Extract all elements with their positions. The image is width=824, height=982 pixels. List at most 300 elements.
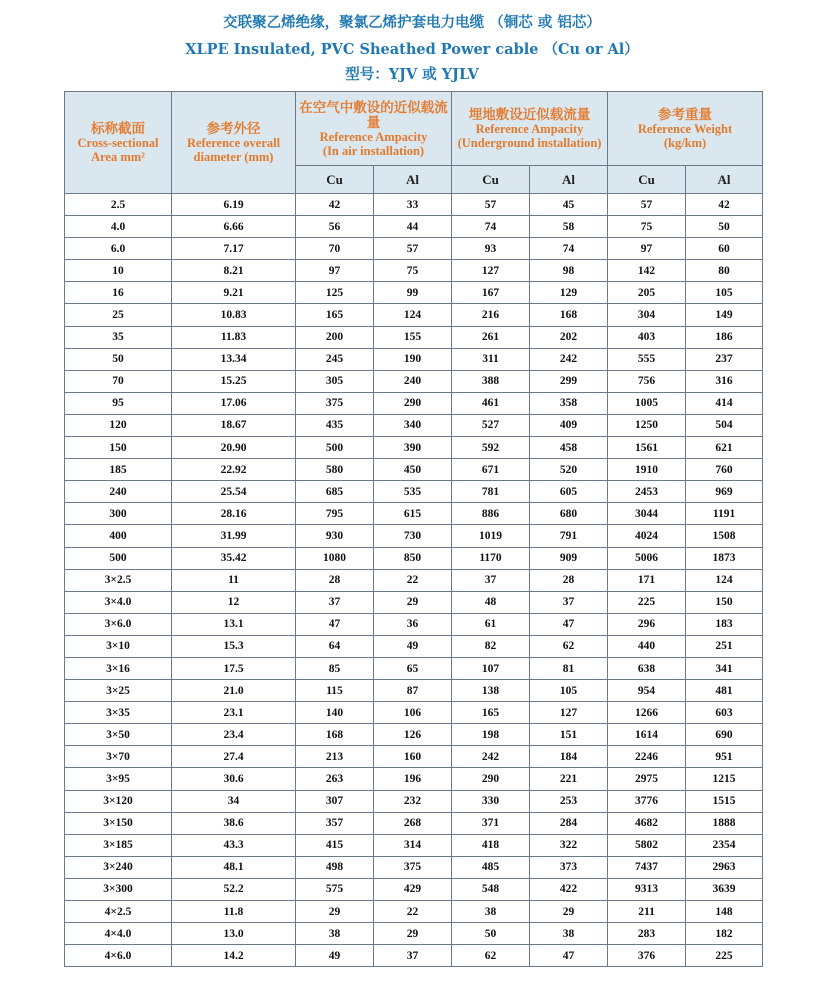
cell-diameter: 11 <box>172 569 296 591</box>
cell-diameter: 15.25 <box>172 370 296 392</box>
cell-diameter: 27.4 <box>172 746 296 768</box>
table-row <box>65 392 763 414</box>
cell-air-al: 730 <box>374 525 452 547</box>
cell-air-cu: 140 <box>296 702 374 724</box>
cell-area: 3×4.0 <box>65 591 172 613</box>
cell-diameter: 34 <box>172 790 296 812</box>
cell-air-al: 36 <box>374 613 452 635</box>
cell-area: 10 <box>65 260 172 282</box>
cell-weight-al: 148 <box>686 901 763 923</box>
cell-air-al: 65 <box>374 657 452 679</box>
cell-weight-al: 149 <box>686 304 763 326</box>
cell-diameter: 13.1 <box>172 613 296 635</box>
table-row <box>65 856 763 878</box>
cell-weight-al: 1191 <box>686 503 763 525</box>
table-row <box>65 437 763 459</box>
cell-air-al: 22 <box>374 901 452 923</box>
cell-weight-al: 124 <box>686 569 763 591</box>
cell-weight-al: 42 <box>686 194 763 216</box>
cell-ground-cu: 38 <box>452 901 530 923</box>
cell-area: 16 <box>65 282 172 304</box>
cell-weight-cu: 3044 <box>608 503 686 525</box>
cell-air-cu: 580 <box>296 459 374 481</box>
cell-diameter: 30.6 <box>172 768 296 790</box>
cell-air-cu: 29 <box>296 901 374 923</box>
cell-ground-cu: 1019 <box>452 525 530 547</box>
cell-diameter: 8.21 <box>172 260 296 282</box>
cell-weight-cu: 7437 <box>608 856 686 878</box>
cell-weight-cu: 9313 <box>608 878 686 900</box>
cell-diameter: 14.2 <box>172 945 296 967</box>
cell-air-al: 268 <box>374 812 452 834</box>
cell-ground-al: 81 <box>530 657 608 679</box>
cell-ground-al: 253 <box>530 790 608 812</box>
cell-ground-cu: 371 <box>452 812 530 834</box>
cell-area: 500 <box>65 547 172 569</box>
table-row <box>65 216 763 238</box>
cell-weight-al: 225 <box>686 945 763 967</box>
table-row <box>65 414 763 436</box>
cell-air-cu: 200 <box>296 326 374 348</box>
cell-weight-al: 341 <box>686 657 763 679</box>
cell-ground-al: 98 <box>530 260 608 282</box>
cell-air-al: 375 <box>374 856 452 878</box>
cell-diameter: 22.92 <box>172 459 296 481</box>
cell-area: 150 <box>65 437 172 459</box>
cell-air-al: 33 <box>374 194 452 216</box>
col-header-weight: 参考重量 Reference Weight (kg/km) <box>608 92 763 166</box>
cell-diameter: 10.83 <box>172 304 296 326</box>
cell-ground-cu: 418 <box>452 834 530 856</box>
cell-ground-cu: 167 <box>452 282 530 304</box>
cell-weight-cu: 211 <box>608 901 686 923</box>
cell-ground-al: 37 <box>530 591 608 613</box>
cell-area: 3×185 <box>65 834 172 856</box>
cell-ground-cu: 127 <box>452 260 530 282</box>
cell-ground-al: 47 <box>530 945 608 967</box>
cell-ground-cu: 261 <box>452 326 530 348</box>
cell-air-al: 57 <box>374 238 452 260</box>
cell-ground-al: 909 <box>530 547 608 569</box>
cell-area: 70 <box>65 370 172 392</box>
table-row <box>65 768 763 790</box>
cell-ground-cu: 388 <box>452 370 530 392</box>
cell-air-cu: 500 <box>296 437 374 459</box>
cell-ground-al: 791 <box>530 525 608 547</box>
cell-weight-al: 237 <box>686 348 763 370</box>
cell-air-al: 29 <box>374 923 452 945</box>
cell-diameter: 9.21 <box>172 282 296 304</box>
cell-weight-al: 150 <box>686 591 763 613</box>
cell-weight-al: 504 <box>686 414 763 436</box>
table-row <box>65 878 763 900</box>
cell-ground-al: 322 <box>530 834 608 856</box>
cell-weight-cu: 1910 <box>608 459 686 481</box>
cell-ground-cu: 592 <box>452 437 530 459</box>
cell-air-al: 196 <box>374 768 452 790</box>
cell-weight-al: 186 <box>686 326 763 348</box>
cell-area: 4×2.5 <box>65 901 172 923</box>
cell-air-al: 850 <box>374 547 452 569</box>
cell-weight-al: 969 <box>686 481 763 503</box>
cell-ground-al: 58 <box>530 216 608 238</box>
cell-area: 4×4.0 <box>65 923 172 945</box>
cell-diameter: 13.0 <box>172 923 296 945</box>
cell-diameter: 17.06 <box>172 392 296 414</box>
cell-air-cu: 97 <box>296 260 374 282</box>
cell-air-cu: 263 <box>296 768 374 790</box>
cell-ground-al: 151 <box>530 724 608 746</box>
cell-area: 300 <box>65 503 172 525</box>
cell-ground-cu: 461 <box>452 392 530 414</box>
col-header-diameter: 参考外径 Reference overall diameter (mm) <box>172 92 296 194</box>
cell-ground-cu: 57 <box>452 194 530 216</box>
cell-area: 3×50 <box>65 724 172 746</box>
cell-diameter: 35.42 <box>172 547 296 569</box>
cell-air-cu: 42 <box>296 194 374 216</box>
cell-weight-cu: 440 <box>608 635 686 657</box>
table-row <box>65 901 763 923</box>
cell-air-cu: 85 <box>296 657 374 679</box>
cell-diameter: 6.19 <box>172 194 296 216</box>
cell-area: 3×16 <box>65 657 172 679</box>
cell-weight-cu: 376 <box>608 945 686 967</box>
cell-weight-al: 951 <box>686 746 763 768</box>
cell-air-al: 124 <box>374 304 452 326</box>
table-row <box>65 613 763 635</box>
cell-air-cu: 125 <box>296 282 374 304</box>
cell-air-cu: 245 <box>296 348 374 370</box>
cell-diameter: 11.83 <box>172 326 296 348</box>
cell-air-cu: 305 <box>296 370 374 392</box>
cell-weight-cu: 2453 <box>608 481 686 503</box>
cell-weight-al: 760 <box>686 459 763 481</box>
cell-air-al: 429 <box>374 878 452 900</box>
table-row <box>65 724 763 746</box>
cell-air-cu: 38 <box>296 923 374 945</box>
cell-area: 3×300 <box>65 878 172 900</box>
cell-air-al: 240 <box>374 370 452 392</box>
table-row <box>65 657 763 679</box>
cell-air-cu: 498 <box>296 856 374 878</box>
cell-ground-cu: 93 <box>452 238 530 260</box>
cell-ground-cu: 1170 <box>452 547 530 569</box>
cell-weight-cu: 3776 <box>608 790 686 812</box>
table-row <box>65 326 763 348</box>
cell-weight-al: 2963 <box>686 856 763 878</box>
cell-ground-al: 202 <box>530 326 608 348</box>
cell-weight-al: 414 <box>686 392 763 414</box>
cell-weight-al: 60 <box>686 238 763 260</box>
table-row <box>65 304 763 326</box>
table-row <box>65 194 763 216</box>
cell-ground-al: 358 <box>530 392 608 414</box>
cell-weight-al: 50 <box>686 216 763 238</box>
cell-weight-cu: 403 <box>608 326 686 348</box>
cell-air-cu: 1080 <box>296 547 374 569</box>
cell-weight-cu: 142 <box>608 260 686 282</box>
cell-weight-cu: 1614 <box>608 724 686 746</box>
table-row <box>65 812 763 834</box>
cell-weight-cu: 283 <box>608 923 686 945</box>
cell-air-al: 29 <box>374 591 452 613</box>
cell-air-al: 99 <box>374 282 452 304</box>
title-chinese: 交联聚乙烯绝缘，聚氯乙烯护套电力电缆 （铜芯 或 铝芯） <box>223 14 601 31</box>
cell-air-cu: 685 <box>296 481 374 503</box>
cell-ground-al: 62 <box>530 635 608 657</box>
cell-weight-cu: 4024 <box>608 525 686 547</box>
cell-area: 3×120 <box>65 790 172 812</box>
cell-diameter: 18.67 <box>172 414 296 436</box>
cell-weight-al: 1215 <box>686 768 763 790</box>
cell-weight-cu: 954 <box>608 680 686 702</box>
cell-area: 120 <box>65 414 172 436</box>
cell-air-cu: 64 <box>296 635 374 657</box>
cell-air-cu: 49 <box>296 945 374 967</box>
cell-weight-cu: 756 <box>608 370 686 392</box>
cell-air-al: 87 <box>374 680 452 702</box>
cell-ground-cu: 37 <box>452 569 530 591</box>
cell-weight-al: 2354 <box>686 834 763 856</box>
cell-diameter: 17.5 <box>172 657 296 679</box>
cell-ground-al: 168 <box>530 304 608 326</box>
table-row <box>65 481 763 503</box>
cell-area: 6.0 <box>65 238 172 260</box>
cell-air-al: 535 <box>374 481 452 503</box>
cell-air-al: 106 <box>374 702 452 724</box>
cell-ground-al: 373 <box>530 856 608 878</box>
cell-ground-cu: 165 <box>452 702 530 724</box>
cell-air-cu: 37 <box>296 591 374 613</box>
cell-area: 4×6.0 <box>65 945 172 967</box>
cell-ground-al: 105 <box>530 680 608 702</box>
cell-ground-cu: 311 <box>452 348 530 370</box>
cell-weight-al: 1515 <box>686 790 763 812</box>
cell-ground-cu: 548 <box>452 878 530 900</box>
cell-area: 3×95 <box>65 768 172 790</box>
cell-ground-al: 284 <box>530 812 608 834</box>
cell-diameter: 13.34 <box>172 348 296 370</box>
cell-air-al: 49 <box>374 635 452 657</box>
cell-weight-al: 3639 <box>686 878 763 900</box>
cell-air-cu: 70 <box>296 238 374 260</box>
table-row <box>65 503 763 525</box>
cell-ground-cu: 138 <box>452 680 530 702</box>
cell-air-al: 450 <box>374 459 452 481</box>
cell-air-cu: 168 <box>296 724 374 746</box>
col-header-ground-ampacity: 埋地敷设近似载流量 Reference Ampacity (Underground installation) <box>452 92 608 166</box>
table-row <box>65 790 763 812</box>
title-english: XLPE Insulated, PVC Sheathed Power cable （Cu or Al） <box>185 41 639 58</box>
cell-ground-al: 28 <box>530 569 608 591</box>
cell-ground-cu: 198 <box>452 724 530 746</box>
cell-weight-al: 621 <box>686 437 763 459</box>
cell-area: 185 <box>65 459 172 481</box>
cell-air-cu: 47 <box>296 613 374 635</box>
cell-air-cu: 56 <box>296 216 374 238</box>
cell-weight-cu: 2975 <box>608 768 686 790</box>
cell-weight-al: 182 <box>686 923 763 945</box>
cell-air-cu: 357 <box>296 812 374 834</box>
cell-air-cu: 213 <box>296 746 374 768</box>
cell-weight-cu: 296 <box>608 613 686 635</box>
cell-weight-cu: 1005 <box>608 392 686 414</box>
cell-weight-al: 183 <box>686 613 763 635</box>
cell-weight-cu: 1250 <box>608 414 686 436</box>
cell-air-cu: 575 <box>296 878 374 900</box>
cell-weight-cu: 1561 <box>608 437 686 459</box>
cell-ground-al: 45 <box>530 194 608 216</box>
cell-ground-al: 38 <box>530 923 608 945</box>
col-header-air-ampacity: 在空气中敷设的近似载流量 Reference Ampacity (In air installation) <box>296 92 452 166</box>
cell-ground-cu: 781 <box>452 481 530 503</box>
table-row <box>65 834 763 856</box>
cell-diameter: 31.99 <box>172 525 296 547</box>
cell-weight-cu: 5006 <box>608 547 686 569</box>
cell-diameter: 48.1 <box>172 856 296 878</box>
cell-weight-cu: 5802 <box>608 834 686 856</box>
table-row <box>65 569 763 591</box>
cell-ground-cu: 485 <box>452 856 530 878</box>
cell-air-al: 615 <box>374 503 452 525</box>
cell-ground-al: 47 <box>530 613 608 635</box>
cell-area: 25 <box>65 304 172 326</box>
cell-diameter: 43.3 <box>172 834 296 856</box>
cell-air-al: 190 <box>374 348 452 370</box>
cell-ground-cu: 48 <box>452 591 530 613</box>
cell-diameter: 6.66 <box>172 216 296 238</box>
cell-weight-al: 690 <box>686 724 763 746</box>
cell-air-al: 390 <box>374 437 452 459</box>
subheader-air-cu: Cu <box>296 166 374 194</box>
subheader-air-al: Al <box>374 166 452 194</box>
table-body <box>65 194 763 967</box>
cell-weight-al: 80 <box>686 260 763 282</box>
cell-weight-cu: 2246 <box>608 746 686 768</box>
cell-weight-al: 1873 <box>686 547 763 569</box>
cell-weight-cu: 225 <box>608 591 686 613</box>
cell-weight-al: 251 <box>686 635 763 657</box>
cell-diameter: 52.2 <box>172 878 296 900</box>
spec-table <box>64 91 763 967</box>
cell-air-al: 340 <box>374 414 452 436</box>
table-row <box>65 459 763 481</box>
table-row <box>65 591 763 613</box>
cell-ground-cu: 107 <box>452 657 530 679</box>
cell-ground-cu: 216 <box>452 304 530 326</box>
cell-area: 35 <box>65 326 172 348</box>
subheader-weight-cu: Cu <box>608 166 686 194</box>
cell-air-cu: 415 <box>296 834 374 856</box>
cell-ground-al: 242 <box>530 348 608 370</box>
table-row <box>65 746 763 768</box>
model-line: 型号：YJV 或 YJLV <box>345 66 479 83</box>
cell-weight-al: 1888 <box>686 812 763 834</box>
cell-area: 3×240 <box>65 856 172 878</box>
cell-air-cu: 115 <box>296 680 374 702</box>
table-row <box>65 680 763 702</box>
cell-ground-cu: 62 <box>452 945 530 967</box>
cell-ground-al: 221 <box>530 768 608 790</box>
cell-area: 3×35 <box>65 702 172 724</box>
cell-diameter: 15.3 <box>172 635 296 657</box>
table-row <box>65 945 763 967</box>
cell-diameter: 23.4 <box>172 724 296 746</box>
cell-area: 50 <box>65 348 172 370</box>
cell-air-cu: 435 <box>296 414 374 436</box>
col-header-area: 标称截面 Cross-sectional Area mm² <box>65 92 172 194</box>
cell-ground-cu: 330 <box>452 790 530 812</box>
cell-ground-cu: 886 <box>452 503 530 525</box>
cell-ground-cu: 82 <box>452 635 530 657</box>
cell-area: 400 <box>65 525 172 547</box>
cell-ground-al: 680 <box>530 503 608 525</box>
cell-weight-cu: 304 <box>608 304 686 326</box>
cell-diameter: 11.8 <box>172 901 296 923</box>
cell-ground-cu: 527 <box>452 414 530 436</box>
cell-weight-cu: 205 <box>608 282 686 304</box>
cell-air-cu: 307 <box>296 790 374 812</box>
cell-air-al: 290 <box>374 392 452 414</box>
cell-ground-cu: 290 <box>452 768 530 790</box>
cell-weight-cu: 75 <box>608 216 686 238</box>
cell-air-al: 160 <box>374 746 452 768</box>
cell-air-al: 44 <box>374 216 452 238</box>
subheader-weight-al: Al <box>686 166 763 194</box>
cell-weight-cu: 555 <box>608 348 686 370</box>
cell-ground-cu: 671 <box>452 459 530 481</box>
cell-weight-al: 481 <box>686 680 763 702</box>
cell-ground-cu: 50 <box>452 923 530 945</box>
cell-ground-al: 422 <box>530 878 608 900</box>
cell-weight-cu: 171 <box>608 569 686 591</box>
cell-weight-cu: 4682 <box>608 812 686 834</box>
subheader-ground-al: Al <box>530 166 608 194</box>
cell-weight-al: 1508 <box>686 525 763 547</box>
cell-weight-al: 316 <box>686 370 763 392</box>
table-row <box>65 635 763 657</box>
cell-diameter: 38.6 <box>172 812 296 834</box>
cell-ground-al: 74 <box>530 238 608 260</box>
cell-diameter: 12 <box>172 591 296 613</box>
cell-diameter: 20.90 <box>172 437 296 459</box>
cell-weight-cu: 97 <box>608 238 686 260</box>
cell-weight-cu: 638 <box>608 657 686 679</box>
cell-ground-cu: 61 <box>452 613 530 635</box>
cell-ground-al: 29 <box>530 901 608 923</box>
cell-ground-al: 129 <box>530 282 608 304</box>
table-row <box>65 348 763 370</box>
table-row <box>65 370 763 392</box>
cell-ground-cu: 242 <box>452 746 530 768</box>
cell-weight-al: 105 <box>686 282 763 304</box>
cell-area: 3×25 <box>65 680 172 702</box>
cell-air-cu: 930 <box>296 525 374 547</box>
cell-air-al: 37 <box>374 945 452 967</box>
cell-air-al: 22 <box>374 569 452 591</box>
cell-ground-al: 409 <box>530 414 608 436</box>
table-row <box>65 238 763 260</box>
cell-air-al: 314 <box>374 834 452 856</box>
cell-area: 3×6.0 <box>65 613 172 635</box>
cell-air-cu: 165 <box>296 304 374 326</box>
subheader-ground-cu: Cu <box>452 166 530 194</box>
cell-air-al: 155 <box>374 326 452 348</box>
cell-area: 3×150 <box>65 812 172 834</box>
cell-air-cu: 375 <box>296 392 374 414</box>
cell-area: 2.5 <box>65 194 172 216</box>
cell-air-al: 75 <box>374 260 452 282</box>
